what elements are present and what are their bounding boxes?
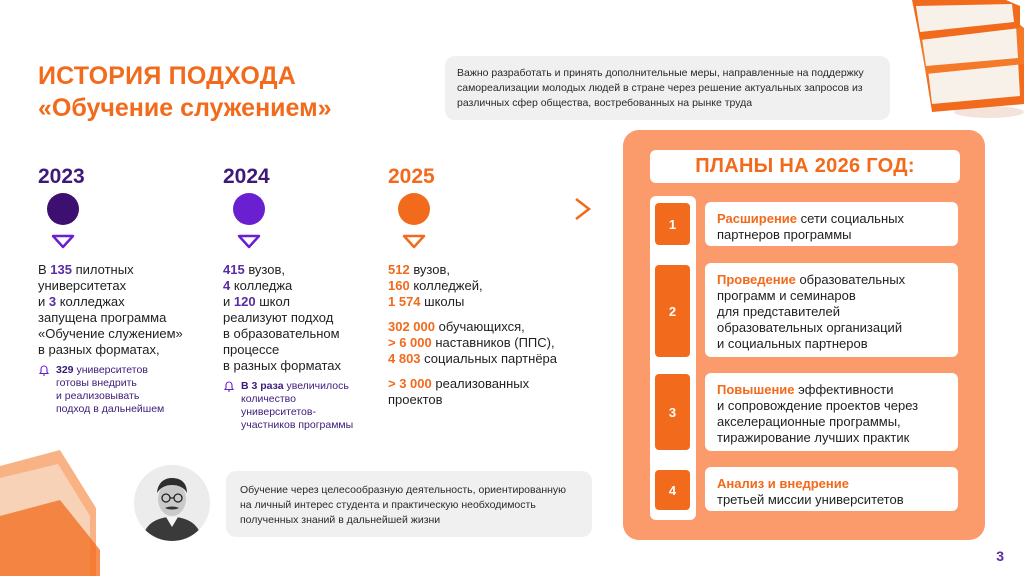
plan-number-2: 2 (655, 265, 690, 357)
title-line-2: «Обучение служением» (38, 94, 332, 122)
title-line-1: ИСТОРИЯ ПОДХОДА (38, 62, 296, 90)
footnote-2023: 329 университетов готовы внедрить и реализовывать подход в дальнейшем (38, 364, 218, 416)
plans-title: ПЛАНЫ НА 2026 ГОД: (650, 150, 960, 183)
year-2025: 2025 (388, 165, 435, 188)
down-triangle-icon (239, 236, 259, 247)
bell-icon (38, 365, 50, 377)
plan-number-3: 3 (655, 374, 690, 450)
portrait-avatar (134, 465, 210, 541)
bell-icon (223, 381, 235, 393)
books-illustration-bottom (0, 438, 100, 576)
plan-number-1: 1 (655, 203, 690, 245)
summary-2023: В 135 пилотных университетах и 3 колледжах запущена программа «Обучение служением» в разных форматах, (38, 262, 183, 357)
down-triangle-icon (53, 236, 73, 247)
plan-card-3: Повышение эффективности и сопровождение проектов через акселерационные программы, тиражирование лучших практик (705, 373, 958, 451)
info-note: Важно разработать и принять дополнительные меры, направленные на поддержку самореализации молодых людей в стране через решение актуальных запросов из различных сфер общества, востребованных на рынке труда (445, 56, 890, 120)
summary-2025: 512 вузов, 160 колледжей, 1 574 школы 302 000 обучающихся, > 6 000 наставников (ППС), 4 803 социальных партнёра > 3 000 реализованных проектов (388, 262, 558, 407)
year-2024: 2024 (223, 165, 270, 188)
quote-box: Обучение через целесообразную деятельность, ориентированную на личный интерес студента и практическую необходимость полученных знаний в дальнейшей жизни (226, 471, 592, 537)
timeline-node-2024 (233, 193, 265, 225)
page-title (38, 60, 332, 124)
page-number: 3 (996, 548, 1004, 564)
down-triangle-icon (404, 236, 424, 247)
footnote-2024: В 3 раза увеличилось количество университетов- участников программы (223, 380, 393, 432)
books-illustration (894, 0, 1024, 118)
plan-card-1: Расширение сети социальных партнеров программы (705, 202, 958, 246)
plan-card-2: Проведение образовательных программ и семинаров для представителей образовательных организаций и социальных партнеров (705, 263, 958, 357)
timeline-node-2025 (398, 193, 430, 225)
timeline-node-2023 (47, 193, 79, 225)
summary-2024: 415 вузов, 4 колледжа и 120 школ реализуют подход в образовательном процессе в разных форматах (223, 262, 342, 373)
year-2023: 2023 (38, 165, 85, 188)
plan-card-4: Анализ и внедрение третьей миссии университетов (705, 467, 958, 511)
plan-number-4: 4 (655, 470, 690, 510)
timeline (0, 190, 600, 250)
